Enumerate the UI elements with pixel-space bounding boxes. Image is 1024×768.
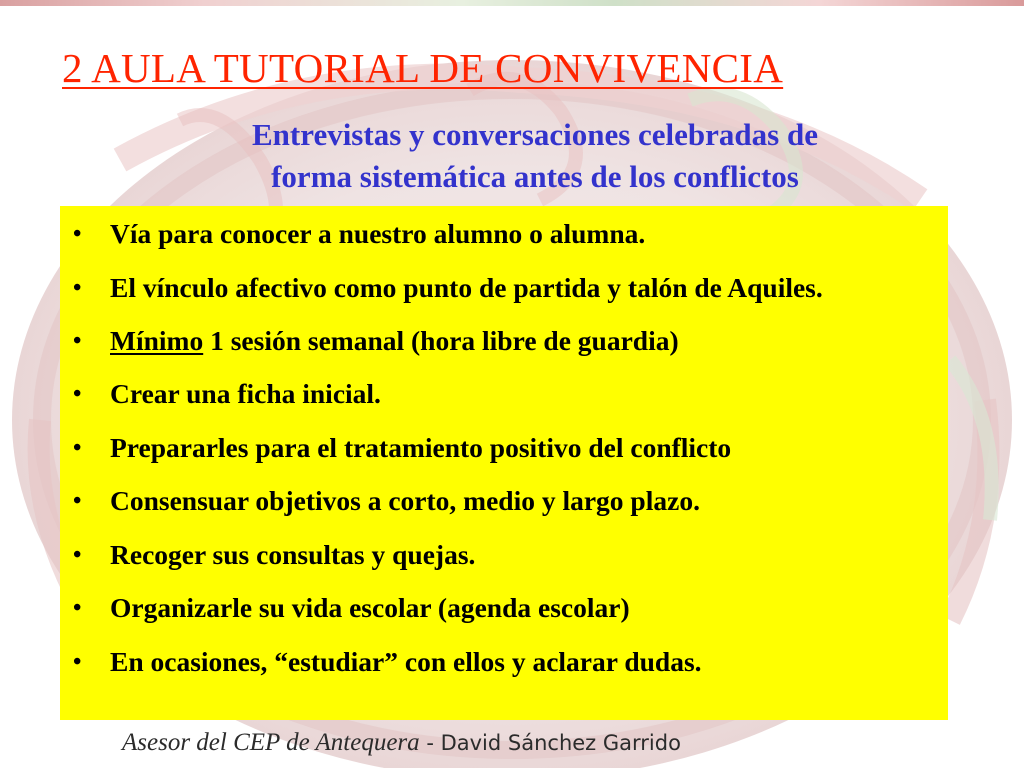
bullet-text: Prepararles para el tratamiento positivo del conflicto [110,431,732,463]
bullet-text: En ocasiones, “estudiar” con ellos y aclarar dudas. [110,645,702,677]
bullet-item [60,376,940,412]
slide-footer [122,729,681,757]
bullet-text: Consensuar objetivos a corto, medio y largo plazo. [110,485,700,516]
bullet-icon: • [73,327,82,354]
bullet-text: 1 sesión semanal (hora libre de guardia) [203,324,679,356]
bullet-item [60,537,940,573]
bullet-icon: • [73,434,82,461]
bullet-item [60,270,940,306]
bullet-text: Organizarle su vida escolar (agenda escolar) [110,592,630,623]
slide-subtitle [140,114,930,198]
bullet-panel [60,206,948,720]
bullet-text: El vínculo afectivo como punto de partida y talón de Aquiles. [110,271,823,303]
bullet-item [60,323,940,359]
bullet-icon: • [73,595,82,621]
footer-author-name: - David Sánchez Garrido [419,731,681,755]
bullet-icon: • [73,381,82,407]
bullet-icon: • [73,488,82,514]
bullet-item [60,216,940,252]
footer-author-role: Asesor del CEP de Antequera [122,729,420,756]
bullet-icon: • [73,274,82,301]
bullet-icon: • [73,221,82,247]
subtitle-line-2: forma sistemática antes de los conflictos [271,159,799,194]
bullet-item [60,644,940,680]
bullet-icon: • [73,541,82,568]
bullet-item [60,483,940,519]
bullet-list [60,216,940,697]
bullet-text: Vía para conocer a nuestro alumno o alumna. [110,218,646,249]
bullet-item [60,590,940,626]
top-decorative-stripe [0,0,1024,6]
bullet-text: Recoger sus consultas y quejas. [110,538,476,570]
bullet-item [60,430,940,466]
bullet-text: Crear una ficha inicial. [110,378,381,409]
bullet-underlined-word: Mínimo [110,324,204,356]
bullet-icon: • [73,648,82,675]
subtitle-line-1: Entrevistas y conversaciones celebradas de [252,117,818,152]
slide-title: 2 AULA TUTORIAL DE CONVIVENCIA [62,45,784,91]
